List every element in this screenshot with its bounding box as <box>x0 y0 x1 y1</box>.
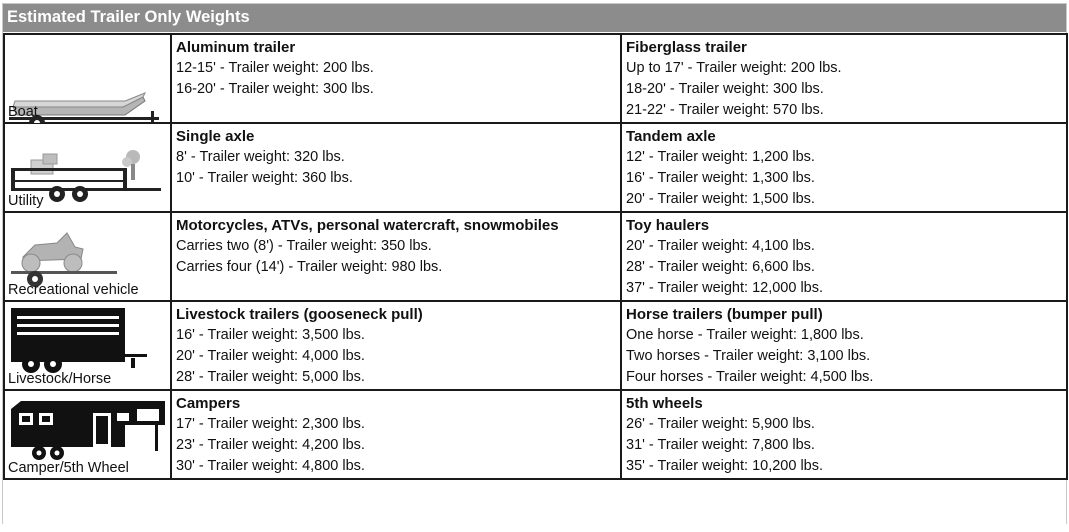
table-title: Estimated Trailer Only Weights <box>7 8 250 26</box>
category-cell <box>621 123 1067 212</box>
weight-line: 12-15' - Trailer weight: 200 lbs. <box>176 60 374 76</box>
category-heading: Motorcycles, ATVs, personal watercraft, snowmobiles <box>176 217 559 234</box>
weight-line: 35' - Trailer weight: 10,200 lbs. <box>626 458 824 474</box>
vehicle-label: Boat <box>8 104 38 120</box>
category-heading: 5th wheels <box>626 395 703 412</box>
weights-table-panel <box>2 3 1067 524</box>
table-row <box>4 390 1067 479</box>
weight-line: 28' - Trailer weight: 5,000 lbs. <box>176 369 365 385</box>
weight-line: Two horses - Trailer weight: 3,100 lbs. <box>626 348 871 364</box>
weight-line: Four horses - Trailer weight: 4,500 lbs. <box>626 369 874 385</box>
category-heading: Tandem axle <box>626 128 716 145</box>
category-heading: Single axle <box>176 128 255 145</box>
category-cell <box>171 34 621 123</box>
vehicle-cell <box>4 301 171 390</box>
table-row <box>4 212 1067 301</box>
category-heading: Campers <box>176 395 241 412</box>
table-row <box>4 34 1067 123</box>
table-row <box>4 301 1067 390</box>
weight-line: 26' - Trailer weight: 5,900 lbs. <box>626 416 815 432</box>
category-cell <box>621 390 1067 479</box>
weight-line: Carries four (14') - Trailer weight: 980 lbs. <box>176 259 443 275</box>
vehicle-cell <box>4 390 171 479</box>
weight-line: 16' - Trailer weight: 1,300 lbs. <box>626 170 815 186</box>
vehicle-label: Recreational vehicle <box>8 282 139 298</box>
weight-line: One horse - Trailer weight: 1,800 lbs. <box>626 327 864 343</box>
weight-line: Up to 17' - Trailer weight: 200 lbs. <box>626 60 842 76</box>
weight-line: 8' - Trailer weight: 320 lbs. <box>176 149 345 165</box>
category-cell <box>621 34 1067 123</box>
vehicle-label: Utility <box>8 193 44 209</box>
weight-line: 21-22' - Trailer weight: 570 lbs. <box>626 102 824 118</box>
weight-line: 20' - Trailer weight: 1,500 lbs. <box>626 191 815 207</box>
category-heading: Horse trailers (bumper pull) <box>626 306 823 323</box>
weight-line: 16-20' - Trailer weight: 300 lbs. <box>176 81 374 97</box>
category-heading: Fiberglass trailer <box>626 39 747 56</box>
category-heading: Aluminum trailer <box>176 39 296 56</box>
weight-line: 30' - Trailer weight: 4,800 lbs. <box>176 458 365 474</box>
category-cell <box>621 301 1067 390</box>
weight-line: 12' - Trailer weight: 1,200 lbs. <box>626 149 815 165</box>
table-footer-space <box>3 502 1066 524</box>
vehicle-label: Camper/5th Wheel <box>8 460 129 476</box>
vehicle-cell <box>4 34 171 123</box>
vehicle-cell <box>4 123 171 212</box>
table-row <box>4 123 1067 212</box>
weight-line: 18-20' - Trailer weight: 300 lbs. <box>626 81 824 97</box>
category-cell <box>171 301 621 390</box>
weight-line: 31' - Trailer weight: 7,800 lbs. <box>626 437 815 453</box>
weight-line: 20' - Trailer weight: 4,100 lbs. <box>626 238 815 254</box>
weight-line: 20' - Trailer weight: 4,000 lbs. <box>176 348 365 364</box>
category-cell <box>171 212 621 301</box>
category-heading: Toy haulers <box>626 217 710 234</box>
weight-line: 28' - Trailer weight: 6,600 lbs. <box>626 259 815 275</box>
category-cell <box>171 123 621 212</box>
weights-table <box>3 33 1068 480</box>
category-cell <box>171 390 621 479</box>
weight-line: 23' - Trailer weight: 4,200 lbs. <box>176 437 365 453</box>
category-cell <box>621 212 1067 301</box>
table-title-bar <box>3 4 1066 32</box>
category-heading: Livestock trailers (gooseneck pull) <box>176 306 423 323</box>
weight-line: 10' - Trailer weight: 360 lbs. <box>176 170 353 186</box>
weight-line: 17' - Trailer weight: 2,300 lbs. <box>176 416 365 432</box>
vehicle-label: Livestock/Horse <box>8 371 112 387</box>
weight-line: 37' - Trailer weight: 12,000 lbs. <box>626 280 824 296</box>
weight-line: 16' - Trailer weight: 3,500 lbs. <box>176 327 365 343</box>
weight-line: Carries two (8') - Trailer weight: 350 lbs. <box>176 238 432 254</box>
vehicle-cell <box>4 212 171 301</box>
